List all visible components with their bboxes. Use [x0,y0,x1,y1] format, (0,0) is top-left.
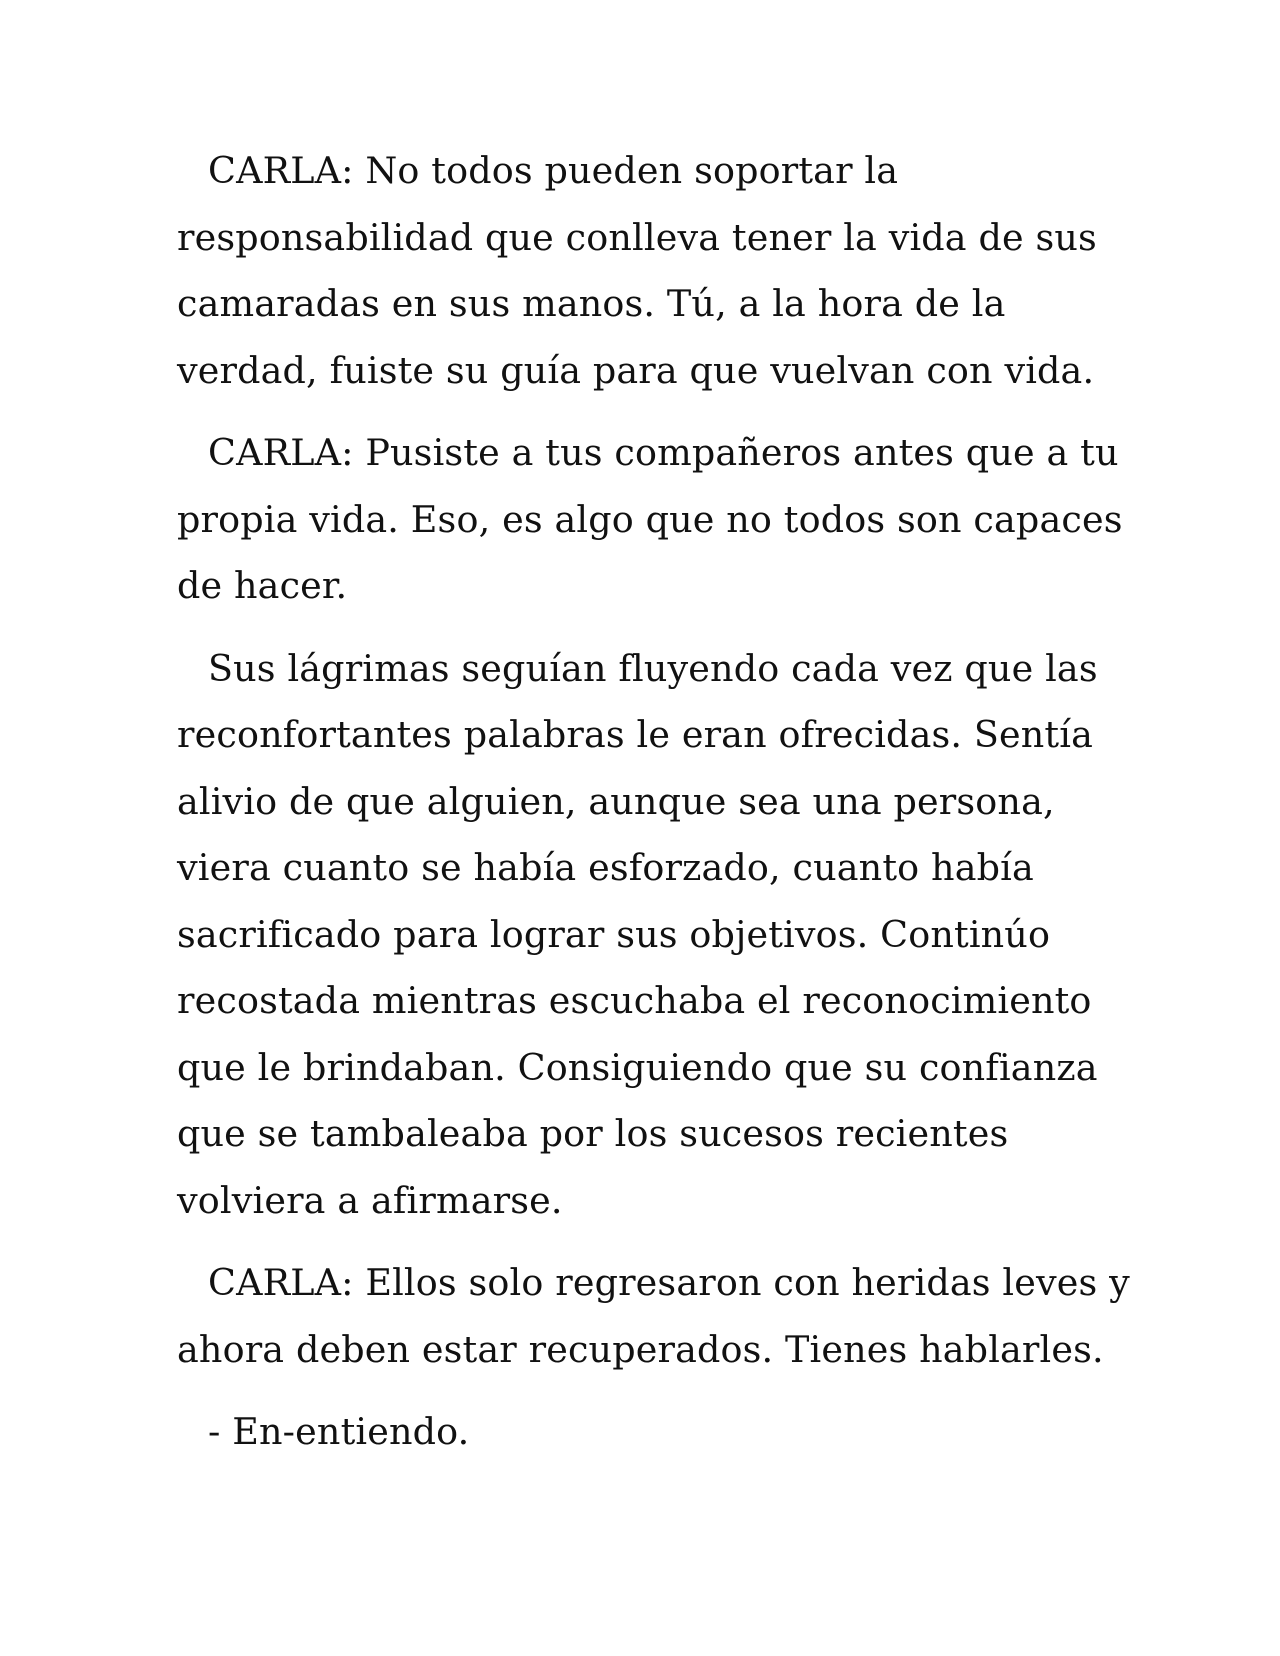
text-line: viera cuanto se había esforzado, cuanto había [177,846,1034,889]
text-line: Sus lágrimas seguían fluyendo cada vez que las [208,646,1098,690]
paragraph [177,1399,1112,1466]
text-line: volviera a afirmarse. [177,1178,563,1222]
paragraph [177,1250,1130,1383]
text-line: sacrificado para lograr sus objetivos. Continúo [177,912,1051,956]
paragraph [177,138,1112,404]
text-line: camaradas en sus manos. Tú, a la hora de la [177,282,1006,325]
text-line: recostada mientras escuchaba el reconocimiento [177,979,1092,1022]
text-line: CARLA: Pusiste a tus compañeros antes que a tu [208,431,1119,474]
text-line: responsabilidad que conlleva tener la vida de sus [177,215,1097,259]
text-line: de hacer. [177,564,348,607]
text-line: CARLA: No todos pueden soportar la [208,149,899,192]
text-line: reconfortantes palabras le eran ofrecidas. Sentía [177,713,1093,756]
text-line: verdad, fuiste su guía para que vuelvan con vida. [177,348,1095,392]
text-line: que se tambaleaba por los sucesos recientes [177,1112,1009,1155]
document-page [177,138,1130,1482]
text-line: alivio de que alguien, aunque sea una persona, [177,779,1055,823]
text-line: propia vida. Eso, es algo que no todos son capaces [177,497,1123,541]
paragraph [177,636,1112,1235]
text-line: - En-entiendo. [208,1410,470,1453]
paragraph [177,420,1123,620]
text-line: CARLA: Ellos solo regresaron con heridas leves y [208,1261,1130,1304]
text-line: ahora deben estar recuperados. Tienes hablarles. [177,1327,1104,1371]
text-line: que le brindaban. Consiguiendo que su confianza [177,1045,1098,1089]
